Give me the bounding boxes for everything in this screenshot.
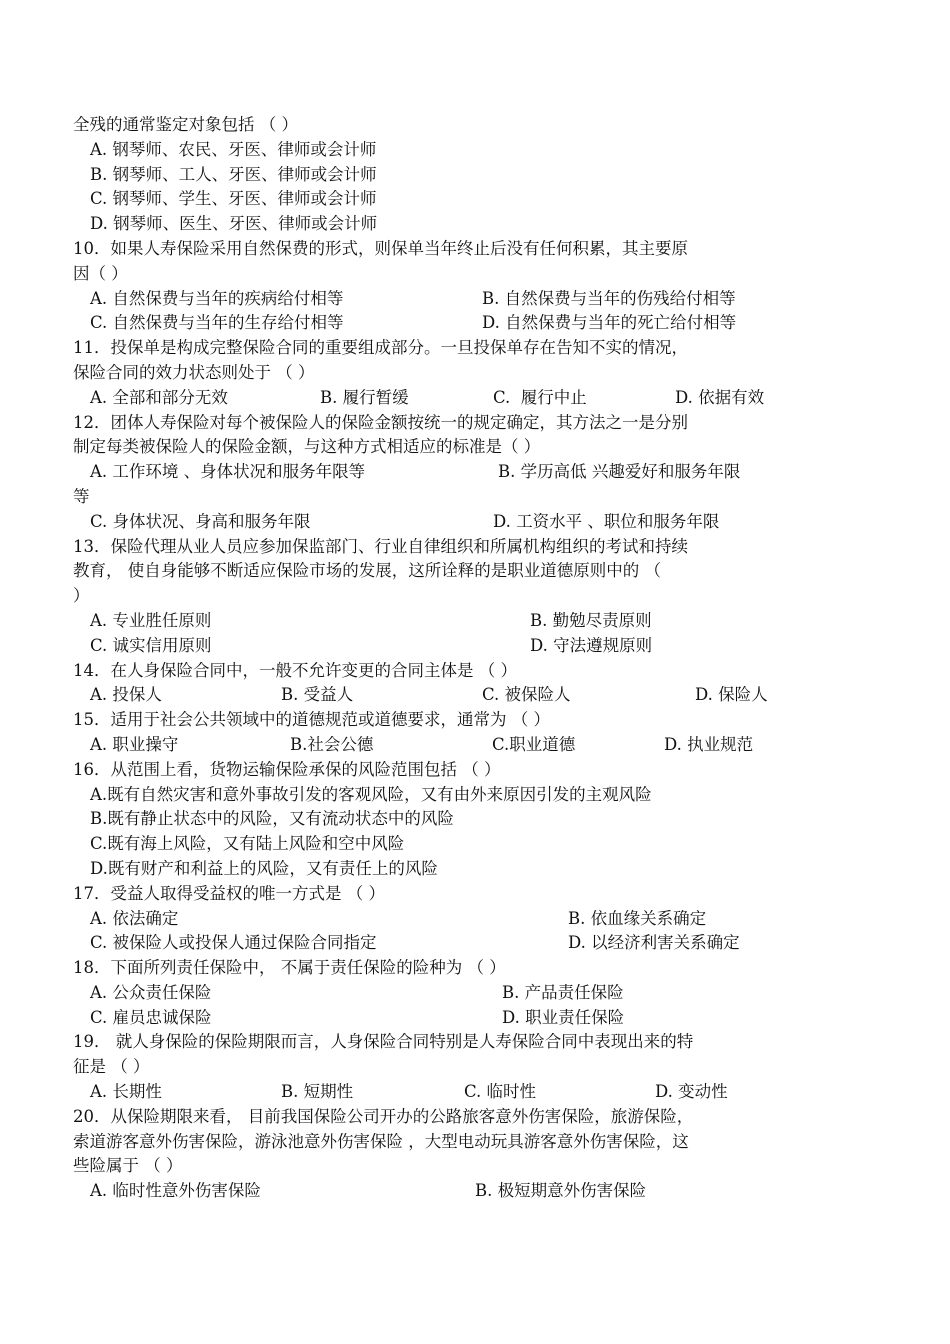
question-stem-line [73, 1030, 798, 1055]
question-stem-text: 15．适用于社会公共领域中的道德规范或道德要求，通常为 （ ） [73, 710, 550, 730]
question-stem-text: 11．投保单是构成完整保险合同的重要组成部分。一旦投保单存在告知不实的情况， [73, 338, 688, 358]
answer-option-row [73, 907, 798, 932]
question-stem-line [73, 708, 798, 733]
answer-option: D. 依据有效 [675, 387, 765, 407]
answer-option: A. 工作环境 、身体状况和服务年限等 [90, 462, 366, 482]
answer-option: A. 专业胜任原则 [90, 610, 212, 630]
answer-option-line [73, 187, 798, 212]
answer-option: B. 受益人 [281, 685, 354, 705]
answer-option: B. 学历高低 兴趣爱好和服务年限 [498, 462, 741, 482]
question-stem-text: 18．下面所列责任保险中， 不属于责任保险的险种为 （ ） [73, 958, 506, 978]
question-stem-text: 全残的通常鉴定对象包括 （ ） [73, 115, 298, 134]
question-stem-line [73, 237, 798, 262]
answer-option: C. 身体状况、身高和服务年限 [90, 511, 311, 531]
question-stem-text: 12．团体人寿保险对每个被保险人的保险金额按统一的规定确定，其方法之一是分别 [73, 412, 688, 432]
answer-option: C. 自然保费与当年的生存给付相等 [90, 313, 344, 333]
question-stem-line [73, 659, 798, 684]
question-stem-line [73, 1055, 798, 1080]
answer-option: D. 工资水平 、职位和服务年限 [493, 511, 720, 531]
answer-option: A. 依法确定 [90, 908, 179, 928]
answer-option: B.社会公德 [290, 734, 374, 754]
answer-option-line [73, 138, 798, 163]
answer-option-row [73, 311, 798, 336]
answer-option-row [73, 1006, 798, 1031]
question-stem-text: 因（ ） [73, 263, 128, 283]
answer-option: C. 钢琴师、学生、牙医、律师或会计师 [90, 189, 377, 209]
answer-option-row [73, 1179, 798, 1204]
answer-option: A. 自然保费与当年的疾病给付相等 [90, 288, 344, 308]
answer-option: D. 保险人 [695, 685, 768, 705]
question-stem-line [73, 336, 798, 361]
question-stem-text: 14．在人身保险合同中，一般不允许变更的合同主体是 （ ） [73, 660, 517, 680]
answer-option: C.既有海上风险，又有陆上风险和空中风险 [90, 834, 405, 854]
answer-option: B. 依血缘关系确定 [568, 908, 707, 928]
question-stem-line [73, 1105, 798, 1130]
answer-option: C. 被保险人 [482, 685, 571, 705]
question-stem-text: 16．从范围上看，货物运输保险承保的风险范围包括 （ ） [73, 759, 501, 779]
answer-option-row [73, 510, 798, 535]
answer-option-line [73, 857, 798, 882]
answer-option-row [73, 1080, 798, 1105]
answer-option: C.职业道德 [492, 734, 576, 754]
answer-option-line [73, 783, 798, 808]
question-stem-text: 索道游客意外伤害保险，游泳池意外伤害保险 ，大型电动玩具游客意外伤害保险，这 [73, 1131, 689, 1151]
question-stem-text: 制定每类被保险人的保险金额，与这种方式相适应的标准是（ ） [73, 437, 541, 457]
question-stem-text: 13．保险代理从业人员应参加保监部门、行业自律组织和所属机构组织的考试和持续 [73, 536, 688, 556]
question-stem-line [73, 1130, 798, 1155]
question-stem-text: 20．从保险期限来看， 目前我国保险公司开办的公路旅客意外伤害保险，旅游保险， [73, 1106, 694, 1126]
answer-option: D. 自然保费与当年的死亡给付相等 [482, 313, 737, 333]
exam-document [73, 113, 798, 1204]
question-stem-line [73, 262, 798, 287]
answer-option: B. 履行暂缓 [320, 387, 409, 407]
answer-option-continuation: 等 [73, 486, 90, 506]
answer-option-row [73, 460, 798, 485]
answer-option: B. 产品责任保险 [502, 982, 624, 1002]
answer-option: D. 守法遵规原则 [530, 635, 653, 655]
answer-option-row [73, 634, 798, 659]
answer-option-wrap [73, 485, 798, 510]
question-stem-line [73, 435, 798, 460]
answer-option: A. 公众责任保险 [90, 982, 212, 1002]
question-stem-text: 保险合同的效力状态则处于 （ ） [73, 362, 315, 382]
question-stem-line [73, 113, 798, 138]
answer-option-row [73, 733, 798, 758]
answer-option-row [73, 981, 798, 1006]
answer-option: A. 临时性意外伤害保险 [90, 1181, 261, 1201]
question-stem-text: 些险属于 （ ） [73, 1156, 183, 1176]
answer-option: D. 钢琴师、医生、牙医、律师或会计师 [90, 214, 378, 234]
answer-option: D. 执业规范 [664, 734, 754, 754]
answer-option-row [73, 386, 798, 411]
answer-option: B. 自然保费与当年的伤残给付相等 [482, 288, 736, 308]
question-stem-line [73, 758, 798, 783]
answer-option-row [73, 931, 798, 956]
answer-option: B. 短期性 [281, 1082, 354, 1102]
answer-option: A. 长期性 [90, 1082, 162, 1102]
question-stem-line [73, 956, 798, 981]
question-stem-text: 19． 就人身保险的保险期限而言，人身保险合同特别是人寿保险合同中表现出来的特 [73, 1032, 694, 1052]
answer-option-row [73, 287, 798, 312]
question-stem-line [73, 584, 798, 609]
question-stem-line [73, 535, 798, 560]
question-stem-text: 17．受益人取得受益权的唯一方式是 （ ） [73, 883, 385, 903]
answer-option-line [73, 163, 798, 188]
question-stem-line [73, 361, 798, 386]
answer-option: D. 以经济利害关系确定 [568, 933, 740, 953]
answer-option: B. 钢琴师、工人、牙医、律师或会计师 [90, 164, 377, 184]
answer-option: D.既有财产和利益上的风险，又有责任上的风险 [90, 858, 438, 878]
answer-option: A. 投保人 [90, 685, 162, 705]
answer-option-row [73, 609, 798, 634]
answer-option: C. 诚实信用原则 [90, 635, 212, 655]
answer-option: D. 职业责任保险 [502, 1007, 625, 1027]
question-stem-text: 征是 （ ） [73, 1057, 150, 1077]
answer-option: B. 勤勉尽责原则 [530, 610, 652, 630]
question-stem-text: ） [73, 586, 90, 606]
answer-option: C. 被保险人或投保人通过保险合同指定 [90, 933, 377, 953]
answer-option: A. 职业操守 [90, 734, 179, 754]
question-stem-line [73, 411, 798, 436]
answer-option-line [73, 212, 798, 237]
answer-option: C. 雇员忠诚保险 [90, 1007, 212, 1027]
question-stem-line [73, 1154, 798, 1179]
answer-option: B.既有静止状态中的风险，又有流动状态中的风险 [90, 809, 454, 829]
answer-option: B. 极短期意外伤害保险 [475, 1181, 647, 1201]
answer-option: D. 变动性 [655, 1082, 728, 1102]
answer-option: A. 钢琴师、农民、牙医、律师或会计师 [90, 139, 377, 159]
answer-option-line [73, 807, 798, 832]
question-stem-text: 10．如果人寿保险采用自然保费的形式，则保单当年终止后没有任何积累，其主要原 [73, 238, 688, 258]
answer-option: A. 全部和部分无效 [90, 387, 228, 407]
answer-option: C. 履行中止 [493, 387, 587, 407]
answer-option-line [73, 832, 798, 857]
answer-option-row [73, 683, 798, 708]
answer-option: A.既有自然灾害和意外事故引发的客观风险，又有由外来原因引发的主观风险 [90, 784, 652, 804]
question-stem-text: 教育， 使自身能够不断适应保险市场的发展，这所诠释的是职业道德原则中的 （ [73, 561, 661, 581]
answer-option: C. 临时性 [464, 1082, 537, 1102]
question-stem-line [73, 559, 798, 584]
question-stem-line [73, 882, 798, 907]
